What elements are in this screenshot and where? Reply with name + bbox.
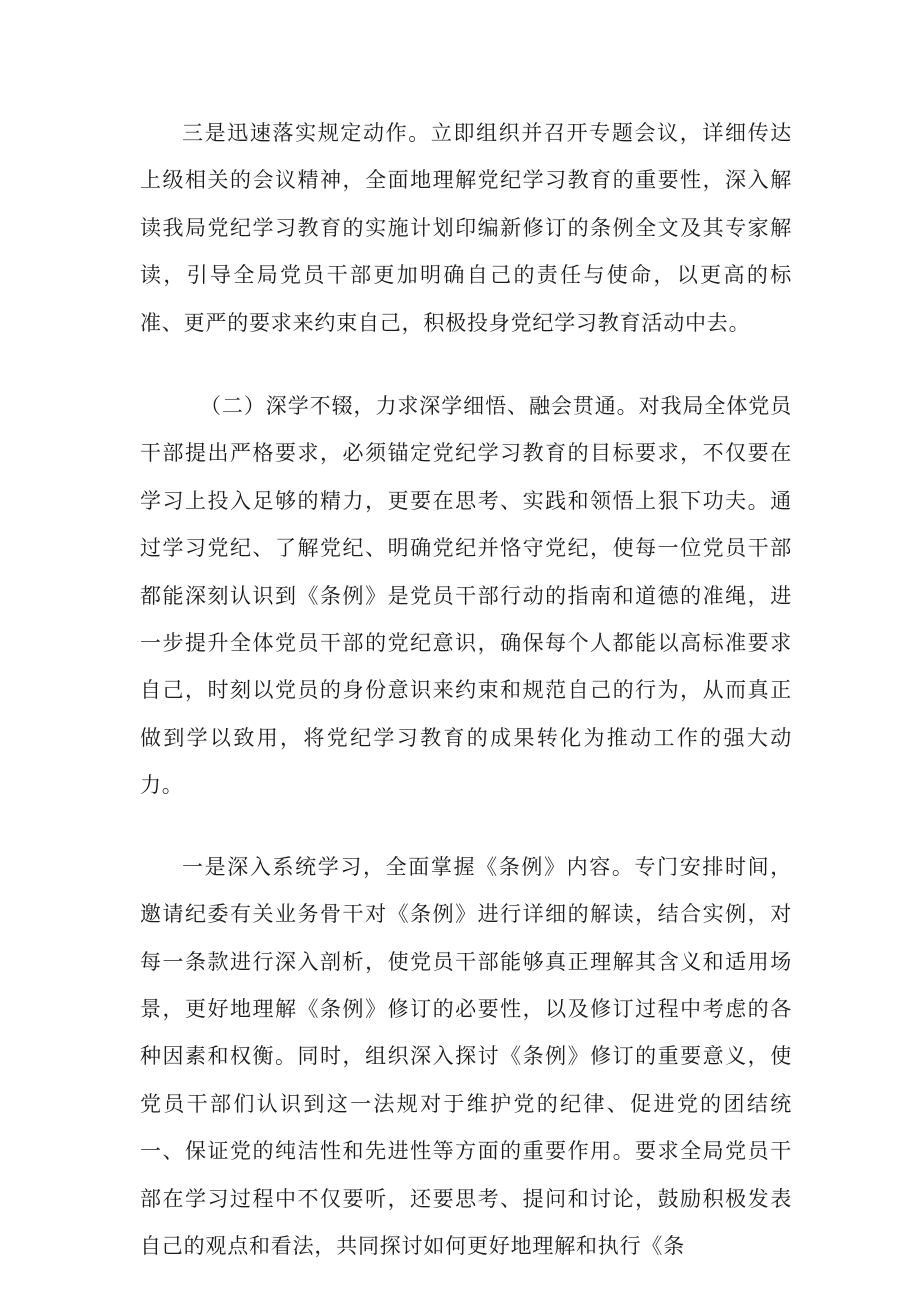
paragraph-3: 一是深入系统学习，全面掌握《条例》内容。专门安排时间，邀请纪委有关业务骨干对《条例》进行详细的解读，结合实例，对每一条款进行深入剖析，使党员干部能够真正理解其含义和适用场景，更好地理解《条例》修订的必要性，以及修订过程中考虑的各种因素和权衡。同时，组织深入探讨《条例》修订的重要意义，使党员干部们认识到这一法规对于维护党的纪律、促进党的团结统一、保证党的纯洁性和先进性等方面的重要作用。要求全局党员干部在学习过程中不仅要听，还要思考、提问和讨论，鼓励积极发表自己的观点和看法，共同探讨如何更好地理解和执行《条 (140, 854, 792, 1258)
paragraph-2: （二）深学不辍，力求深学细悟、融会贯通。对我局全体党员干部提出严格要求，必须锚定党纪学习教育的目标要求，不仅要在学习上投入足够的精力，更要在思考、实践和领悟上狠下功夫。通过学习党纪、了解党纪、明确党纪并恪守党纪，使每一位党员干部都能深刻认识到《条例》是党员干部行动的指南和道德的准绳，进一步提升全体党员干部的党纪意识，确保每个人都能以高标准要求自己，时刻以党员的身份意识来约束和规范自己的行为，从而真正做到学以致用，将党纪学习教育的成果转化为推动工作的强大动力。 (140, 394, 792, 798)
paragraph-1: 三是迅速落实规定动作。立即组织并召开专题会议，详细传达上级相关的会议精神，全面地理解党纪学习教育的重要性，深入解读我局党纪学习教育的实施计划印编新修订的条例全文及其专家解读，引导全局党员干部更加明确自己的责任与使命，以更高的标准、更严的要求来约束自己，积极投身党纪学习教育活动中去。 (140, 121, 792, 335)
document-body (140, 110, 792, 1270)
